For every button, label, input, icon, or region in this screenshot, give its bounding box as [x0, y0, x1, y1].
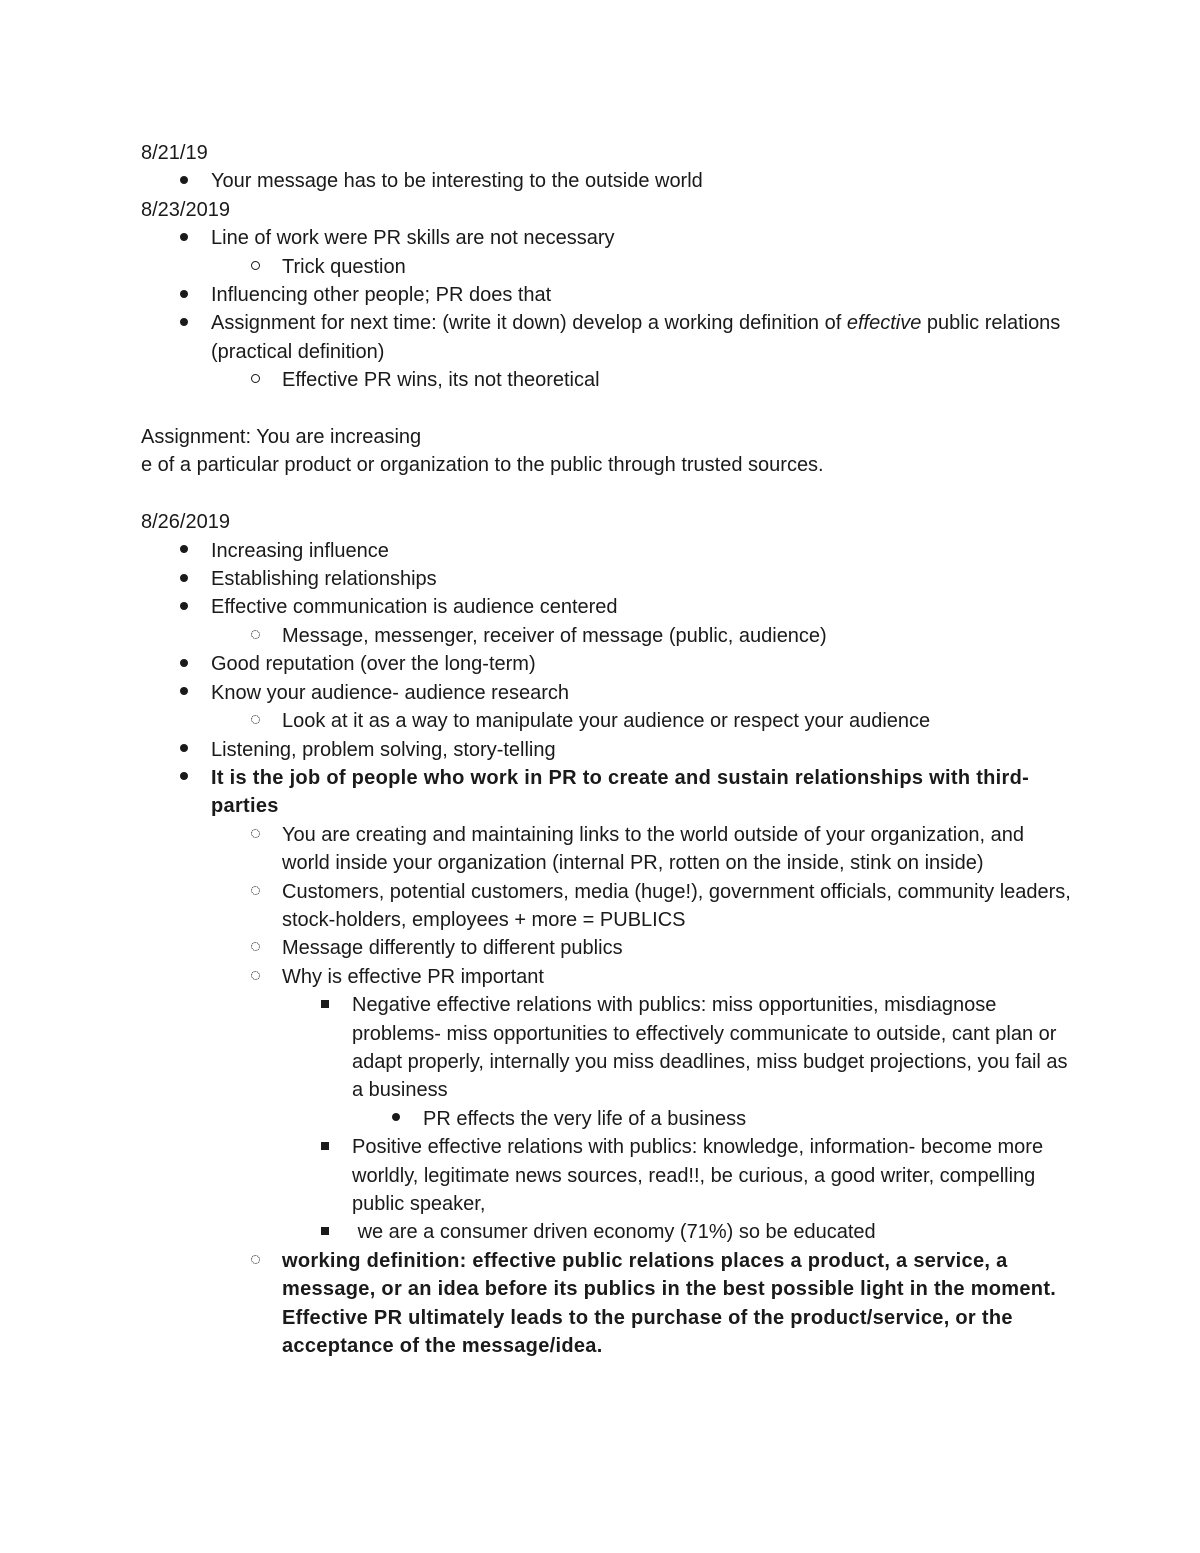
list-item-text: Line of work were PR skills are not necessary — [211, 227, 615, 250]
list-item-text: Influencing other people; PR does that — [211, 284, 552, 307]
list-item-text: Effective communication is audience centered — [211, 596, 618, 619]
filled-circle-bullet-icon — [176, 650, 192, 678]
notes-body — [141, 139, 1071, 1360]
date-heading: 8/23/2019 — [141, 198, 230, 221]
list-item — [141, 878, 1071, 935]
list-item-text: Your message has to be interesting to the outside world — [211, 170, 703, 193]
list-item — [141, 934, 1071, 962]
list-item-text: working definition: effective public relations places a product, a service, a message, or an idea before its publics in the best possible light in the moment. Effective PR ultimately leads to the purchase of the product/service, or the acceptance of the message/idea. — [282, 1249, 1057, 1358]
dotted-circle-bullet-icon — [247, 1247, 263, 1275]
list-item — [141, 679, 1071, 707]
list-item — [141, 309, 1071, 366]
list-item — [141, 1247, 1071, 1361]
list-item — [141, 1133, 1071, 1218]
list-item-text: Know your audience- audience research — [211, 681, 569, 704]
assignment-line: e of a particular product or organization to the public through trusted sources. — [141, 454, 824, 477]
filled-circle-bullet-icon — [176, 309, 192, 337]
list-item — [141, 707, 1071, 735]
list-item-text: Why is effective PR important — [282, 965, 544, 988]
filled-circle-bullet-icon — [176, 167, 192, 195]
list-item-text: PR effects the very life of a business — [423, 1107, 747, 1130]
text-run: public relations (practical definition) — [211, 312, 1061, 363]
dotted-circle-bullet-icon — [247, 934, 263, 962]
list-item-text: Customers, potential customers, media (huge!), government officials, community leaders, stock-holders, employees + more = PUBLICS — [282, 880, 1071, 931]
list-item — [141, 537, 1071, 565]
filled-circle-bullet-icon — [176, 281, 192, 309]
list-item-text: we are a consumer driven economy (71%) so be educated — [352, 1221, 876, 1244]
filled-square-bullet-icon — [317, 991, 333, 1019]
list-item — [141, 253, 1071, 281]
list-item — [141, 593, 1071, 621]
list-item — [141, 1105, 1071, 1133]
hollow-circle-bullet-icon — [247, 253, 263, 281]
list-item — [141, 821, 1071, 878]
filled-circle-bullet-icon — [176, 537, 192, 565]
text-run: Assignment for next time: (write it down) develop a working definition of — [211, 312, 847, 335]
assignment-line: Assignment: You are increasing — [141, 426, 422, 449]
list-item-text: Trick question — [282, 255, 406, 278]
list-item-text — [211, 312, 1060, 362]
list-item — [141, 622, 1071, 650]
list-item-text: It is the job of people who work in PR to create and sustain relationships with third-parties — [211, 766, 1030, 818]
list-item-text: Listening, problem solving, story-telling — [211, 738, 556, 761]
list-item-text: Good reputation (over the long-term) — [211, 653, 536, 676]
list-item — [141, 1218, 1071, 1246]
dotted-circle-bullet-icon — [247, 622, 263, 650]
list-item-text: Negative effective relations with publics: miss opportunities, misdiagnose problems- miss opportunities to effectively communicate to outside, cant plan or adapt properly, internally you miss deadlines, miss budget projections, you fail as a business — [352, 994, 1068, 1102]
dotted-circle-bullet-icon — [247, 707, 263, 735]
dotted-circle-bullet-icon — [247, 963, 263, 991]
dotted-circle-bullet-icon — [247, 821, 263, 849]
hollow-circle-bullet-icon — [247, 366, 263, 394]
list-item-text: Increasing influence — [211, 539, 389, 562]
list-item — [141, 167, 1071, 195]
filled-circle-bullet-icon — [176, 224, 192, 252]
list-item-text: Positive effective relations with publics: knowledge, information- become more worldly, legitimate news sources, read!!, be curious, a good writer, compelling public speaker, — [352, 1136, 1044, 1215]
filled-circle-bullet-icon — [176, 764, 192, 792]
date-heading: 8/26/2019 — [141, 511, 230, 534]
list-item — [141, 281, 1071, 309]
list-item — [141, 963, 1071, 991]
list-item — [141, 565, 1071, 593]
list-item — [141, 991, 1071, 1105]
emphasis-text: effective — [846, 312, 922, 335]
list-item-text: Message, messenger, receiver of message (public, audience) — [282, 624, 827, 647]
filled-circle-bullet-icon — [176, 593, 192, 621]
list-item-text: Establishing relationships — [211, 568, 437, 591]
dotted-circle-bullet-icon — [247, 878, 263, 906]
list-item — [141, 650, 1071, 678]
filled-circle-bullet-icon — [176, 679, 192, 707]
filled-square-bullet-icon — [317, 1133, 333, 1161]
list-item — [141, 366, 1071, 394]
filled-square-bullet-icon — [317, 1218, 333, 1246]
date-heading: 8/21/19 — [141, 142, 208, 164]
list-item-text: You are creating and maintaining links to the world outside of your organization, and world inside your organization (internal PR, rotten on the inside, stink on inside) — [282, 823, 1024, 875]
filled-circle-bullet-icon — [176, 736, 192, 764]
list-item-text: Look at it as a way to manipulate your audience or respect your audience — [282, 710, 931, 733]
filled-circle-bullet-icon — [176, 565, 192, 593]
list-item-text: Message differently to different publics — [282, 937, 623, 960]
list-item-text: Effective PR wins, its not theoretical — [282, 369, 600, 392]
list-item — [141, 736, 1071, 764]
list-item — [141, 224, 1071, 252]
list-item — [141, 764, 1071, 821]
filled-circle-bullet-icon — [388, 1105, 404, 1133]
